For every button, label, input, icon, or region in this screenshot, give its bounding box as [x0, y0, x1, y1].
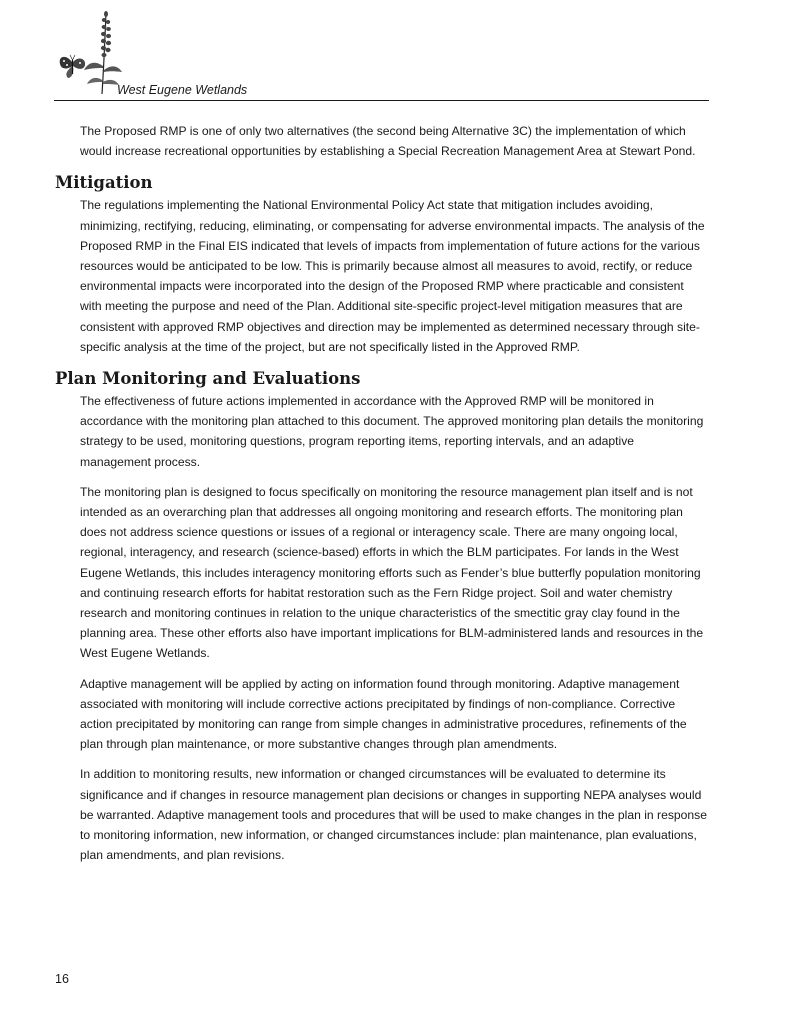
page-body	[55, 121, 710, 876]
monitoring-paragraph-4: In addition to monitoring results, new information or changed circumstances will be evaluated to determine its significance and if changes in resource management plan decisions or changes in supporting NEPA analyses would be warranted. Adaptive management tools and procedures that will be used to make changes in the plan in response to monitoring information, new information, or changed circumstances include: plan maintenance, plan evaluations, plan amendments, and plan revisions.	[80, 767, 707, 863]
monitoring-paragraph-3: Adaptive management will be applied by acting on information found through monitoring. Adaptive management associated with monitoring will include corrective actions precipitated by findings of non-compliance. Corrective action precipitated by monitoring can range from simple changes in administrative procedures, refinements of the plan through plan maintenance, or more substantive changes through plan amendments.	[80, 676, 687, 752]
header-rule	[54, 100, 709, 101]
intro-paragraph: The Proposed RMP is one of only two alternatives (the second being Alternative 3C) the implementation of which would increase recreational opportunities by establishing a Special Recreation Management Area at Stewart Pond.	[80, 124, 696, 159]
mitigation-heading: Mitigation	[55, 173, 153, 193]
butterfly-plant-logo	[54, 8, 124, 100]
plan-monitoring-heading: Plan Monitoring and Evaluations	[55, 369, 361, 389]
page-number: 16	[55, 972, 69, 986]
mitigation-paragraph: The regulations implementing the National Environmental Policy Act state that mitigation includes avoiding, minimizing, rectifying, reducing, eliminating, or compensating for adverse environmental impacts. The analysis of the Proposed RMP in the Final EIS indicated that levels of impacts from implementation of future actions for the various resources would be anticipated to be low. This is primarily because almost all measures to avoid, rectify, or reduce environmental impacts were incorporated into the design of the Proposed RMP where practicable and consistent with meeting the purpose and need of the Plan. Additional site-specific project-level mitigation measures that are consistent with approved RMP objectives and direction may be implemented as determined necessary through site-specific analysis at the time of the project, but are not specifically listed in the Approved RMP.	[80, 198, 705, 354]
monitoring-paragraph-2: The monitoring plan is designed to focus specifically on monitoring the resource management plan itself and is not intended as an overarching plan that addresses all ongoing monitoring and research efforts. The monitoring plan does not address science questions or issues of a regional or interagency scale. There are many ongoing local, regional, interagency, and research (science-based) efforts in which the BLM participates. For lands in the West Eugene Wetlands, this includes interagency monitoring efforts such as Fender’s blue butterfly population monitoring and continuing research efforts for habitat restoration such as the Fern Ridge project. Soil and water chemistry research and monitoring continues in relation to the unique characteristics of the smectitic gray clay found in the planning area. These other efforts also have important implications for BLM-administered lands and resources in the West Eugene Wetlands.	[80, 484, 704, 661]
monitoring-paragraph-1: The effectiveness of future actions implemented in accordance with the Approved RMP will be monitored in accordance with the monitoring plan attached to this document. The approved monitoring plan details the monitoring strategy to be used, monitoring questions, program reporting items, reporting intervals, and an adaptive management process.	[80, 394, 704, 469]
running-header-title: West Eugene Wetlands	[117, 83, 248, 97]
